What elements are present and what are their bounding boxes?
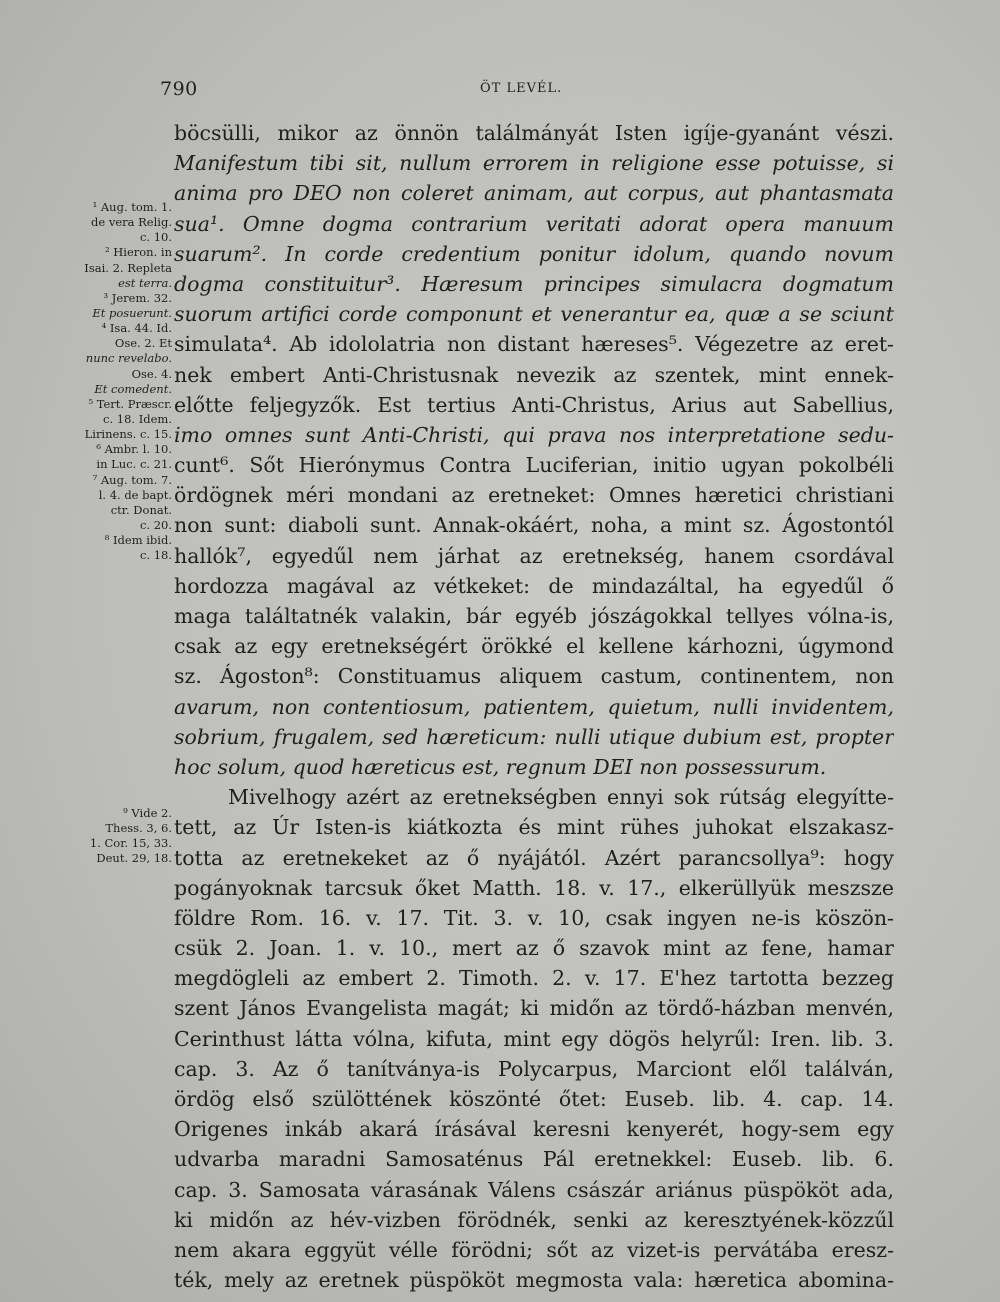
margin-note-line (56, 700, 174, 715)
margin-note-line (56, 790, 174, 805)
text-line: előtte feljegyzők. Est tertius Anti-Christus, Arius aut Sabellius, (174, 392, 894, 417)
text-line: imo omnes sunt Anti-Christi, qui prava nos interpretatione sedu- (174, 422, 894, 447)
running-title: ÖT LEVÉL. (480, 81, 563, 96)
margin-note-line: ² Hieron. in (104, 245, 172, 260)
text-line: sua¹. Omne dogma contrarium veritati adorat opera manuum (174, 211, 894, 236)
text-line: hordozza magával az vétkeket: de mindazáltal, ha egyedűl ő (174, 573, 894, 598)
text-line: non sunt: diaboli sunt. Annak-okáért, noha, a mint sz. Ágostontól (174, 513, 894, 538)
margin-note-line: in Luc. c. 21. (96, 457, 172, 472)
margin-note-line: ³ Jerem. 32. (103, 290, 172, 305)
text-line: csak az egy eretnekségért örökké el kellene kárhozni, úgymond (174, 634, 894, 659)
margin-note-line (56, 609, 174, 624)
margin-note-line (56, 563, 174, 578)
text-line: cap. 3. Samosata várasának Válens császár ariánus püspököt ada, (174, 1177, 894, 1202)
margin-notes (56, 200, 174, 866)
margin-note-line: ⁹ Vide 2. (123, 805, 172, 820)
text-line: suorum artifici corde componunt et venerantur ea, quæ a se sciunt (174, 302, 894, 327)
margin-note-line (56, 745, 174, 760)
text-line: anima pro DEO non coleret animam, aut corpus, aut phantasmata (174, 181, 894, 206)
margin-note-line: l. 4. de bapt. (98, 487, 172, 502)
margin-note-line: ⁶ Ambr. l. 10. (96, 442, 172, 457)
text-line: földre Rom. 16. v. 17. Tit. 3. v. 10, csak ingyen ne-is köszön- (174, 905, 894, 930)
main-text-column (174, 118, 894, 1295)
text-line: Cerinthust látta vólna, kifuta, mint egy dögös helyrűl: Iren. lib. 3. (174, 1026, 894, 1051)
text-line: maga találtatnék valakin, bár egyéb jószágokkal tellyes vólna-is, (174, 604, 894, 628)
margin-note-line (56, 715, 174, 730)
text-line: nek embert Anti-Christusnak nevezik az szentek, mint ennek- (174, 362, 894, 387)
margin-note-line: c. 18. Idem. (103, 411, 172, 426)
margin-note-line: Deut. 29, 18. (96, 851, 172, 866)
text-line: sobrium, frugalem, sed hæreticum: nulli utique dubium est, propter (174, 724, 894, 749)
margin-note-line (56, 579, 174, 594)
text-line: cap. 3. Az ő tanítványa-is Polycarpus, Marciont elől találván, (174, 1056, 894, 1081)
text-line: csük 2. Joan. 1. v. 10., mert az ő szavok mint az fene, hamar (174, 936, 894, 961)
margin-note-line (56, 730, 174, 745)
margin-note-line: Thess. 3, 6. (105, 820, 172, 835)
text-line: ki midőn az hév-vizben förödnék, senki az keresztyének-közzűl (174, 1207, 894, 1232)
margin-note-line: ⁸ Idem ibid. (104, 533, 172, 548)
margin-note-line: Ose. 2. Et (114, 336, 172, 351)
margin-note-line (56, 775, 174, 790)
page-number: 790 (160, 78, 198, 100)
margin-note-line: ⁷ Aug. tom. 7. (92, 472, 172, 487)
margin-note-line: 1. Cor. 15, 33. (89, 835, 172, 850)
margin-note-line (56, 654, 174, 669)
text-line: böcsülli, mikor az önnön találmányát Isten igíje-gyanánt vészi. (174, 121, 894, 145)
text-line: udvarba maradni Samosaténus Pál eretnekkel: Euseb. lib. 6. (174, 1147, 894, 1172)
margin-note-line: Et comedent. (94, 381, 172, 396)
text-line: hallók⁷, egyedűl nem járhat az eretnekség, hanem csordával (174, 543, 894, 568)
margin-note-line: ctr. Donat. (110, 502, 172, 517)
margin-note-line: ¹ Aug. tom. 1. (92, 200, 172, 214)
margin-note-line (56, 685, 174, 700)
text-line: cunt⁶. Sőt Hierónymus Contra Luciferian, initio ugyan pokolbéli (174, 453, 894, 478)
text-line: avarum, non contentiosum, patientem, quietum, nulli invidentem, (174, 694, 894, 719)
text-line: sz. Ágoston⁸: Constituamus aliquem castum, continentem, non (174, 664, 894, 689)
margin-note-line: c. 10. (139, 230, 172, 245)
margin-note-line (56, 669, 174, 684)
margin-note-line: ⁵ Tert. Præscr. (88, 396, 172, 411)
text-line: ték, mely az eretnek püspököt megmosta vala: hæretica abomina- (174, 1268, 894, 1293)
margin-note-line: de vera Relig. (91, 215, 172, 230)
text-line: megdögleli az embert 2. Timoth. 2. v. 17. E'hez tartotta bezzeg (174, 966, 894, 991)
text-line: szent János Evangelista magát; ki midőn az tördő-házban menvén, (174, 996, 894, 1021)
margin-note-line: ⁴ Isa. 44. Id. (101, 321, 172, 336)
text-line: nem akara eggyüt vélle förödni; sőt az vizet-is pervátába eresz- (174, 1237, 894, 1262)
text-line: suarum². In corde credentium ponitur idolum, quando novum (174, 241, 894, 266)
margin-note-line (56, 594, 174, 609)
text-line: Manifestum tibi sit, nullum errorem in religione esse potuisse, si (174, 151, 894, 176)
margin-note-line (56, 760, 174, 775)
text-line: Origenes inkáb akará írásával keresni kenyerét, hogy-sem egy (174, 1117, 894, 1142)
text-line: dogma constituitur³. Hæresum principes simulacra dogmatum (174, 271, 894, 296)
margin-note-line: est terra. (118, 275, 172, 290)
margin-note-line: Ose. 4. (131, 366, 172, 381)
margin-note-line: nunc revelabo. (85, 351, 172, 366)
text-line: ördögnek méri mondani az eretneket: Omnes hæretici christiani (174, 483, 894, 508)
text-line: Mivelhogy azért az eretnekségben ennyi sok rútság elegyítte- (228, 785, 894, 810)
margin-note-line: c. 18. (139, 548, 172, 563)
text-line: pogányoknak tarcsuk őket Matth. 18. v. 17., elkerüllyük meszsze (174, 875, 894, 900)
margin-note-line: c. 20. (139, 517, 172, 532)
text-line: simulata⁴. Ab idololatria non distant hæreses⁵. Végezetre az eret- (174, 332, 894, 357)
margin-note-line (56, 624, 174, 639)
text-line: ördög első szülöttének köszönté őtet: Euseb. lib. 4. cap. 14. (174, 1087, 894, 1111)
margin-note-line: Lirinens. c. 15. (84, 427, 172, 442)
text-line: tett, az Úr Isten-is kiátkozta és mint rühes juhokat elszakasz- (174, 815, 894, 840)
margin-note-line (56, 639, 174, 654)
margin-note-line: Et posuerunt. (92, 305, 172, 320)
text-line: hoc solum, quod hæreticus est, regnum DEI non possessurum. (174, 754, 827, 779)
text-line: totta az eretnekeket az ő nyájától. Azért parancsollya⁹: hogy (174, 845, 894, 870)
margin-note-line: Isai. 2. Repleta (84, 260, 172, 275)
